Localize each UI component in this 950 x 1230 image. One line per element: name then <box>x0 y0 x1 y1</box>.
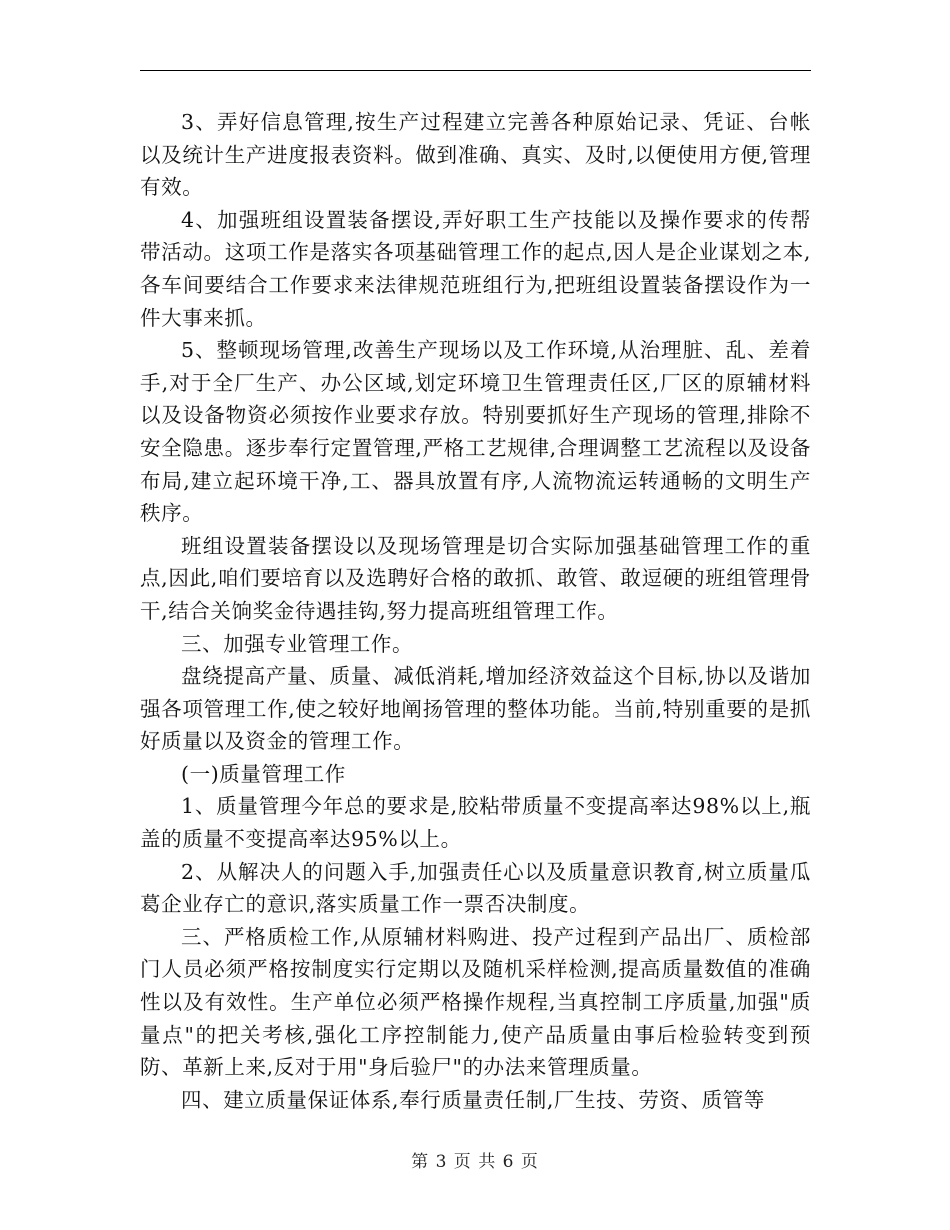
paragraph-team-key-points: 班组设置装备摆设以及现场管理是切合实际加强基础管理工作的重点,因此,咱们要培育以及选聘好合格的敢抓、敢管、敢逗硬的班组管理骨干,结合关饷奖金待遇挂钩,努力提高班组管理工作。 <box>140 533 811 623</box>
paragraph-quality-awareness: 2、从解决人的问题入手,加强责任心以及质量意识教育,树立质量瓜葛企业存亡的意识,落实质量工作一票否决制度。 <box>140 859 811 917</box>
section-heading-professional-management: 三、加强专业管理工作。 <box>181 631 414 656</box>
paragraph-quality-targets: 1、质量管理今年总的要求是,胶粘带质量不变提高率达98%以上,瓶盖的质量不变提高率达95%以上。 <box>140 794 811 852</box>
paragraph-site-management: 5、整顿现场管理,改善生产现场以及工作环境,从治理脏、乱、差着手,对于全厂生产、办公区域,划定环境卫生管理责任区,厂区的原辅材料以及设备物资必须按作业要求存放。特别要抓好生产现场的管理,排除不安全隐患。逐步奉行定置管理,严格工艺规律,合理调整工艺流程以及设备布局,建立起环境干净,工、器具放置有序,人流物流运转通畅的文明生产秩序。 <box>140 338 811 526</box>
paragraph-management-goals: 盘绕提高产量、质量、减低消耗,增加经济效益这个目标,协以及谐加强各项管理工作,使之较好地阐扬管理的整体功能。当前,特别重要的是抓好质量以及资金的管理工作。 <box>140 664 811 754</box>
paragraph-team-building: 4、加强班组设置装备摆设,弄好职工生产技能以及操作要求的传帮带活动。这项工作是落实各项基础管理工作的起点,因人是企业谋划之本,各车间要结合工作要求来法律规范班组行为,把班组设置装备摆设作为一件大事来抓。 <box>140 207 811 330</box>
paragraph-quality-system: 四、建立质量保证体系,奉行质量责任制,厂生技、劳资、质管等 <box>181 1087 765 1112</box>
document-body <box>140 106 811 1116</box>
header-rule <box>140 70 811 71</box>
paragraph-info-management: 3、弄好信息管理,按生产过程建立完善各种原始记录、凭证、台帐以及统计生产进度报表资料。做到准确、真实、及时,以便使用方便,管理有效。 <box>140 110 811 200</box>
paragraph-quality-inspection: 三、严格质检工作,从原辅材料购进、投产过程到产品出厂、质检部门人员必须严格按制度实行定期以及随机采样检测,提高质量数值的准确性以及有效性。生产单位必须严格操作规程,当真控制工序质量,加强"质量点"的把关考核,强化工序控制能力,使产品质量由事后检验转变到预防、革新上来,反对于用"身后验尸"的办法来管理质量。 <box>140 924 811 1080</box>
subsection-heading-quality-management: (一)质量管理工作 <box>181 761 346 786</box>
page-number-footer: 第 3 页 共 6 页 <box>411 1152 539 1172</box>
